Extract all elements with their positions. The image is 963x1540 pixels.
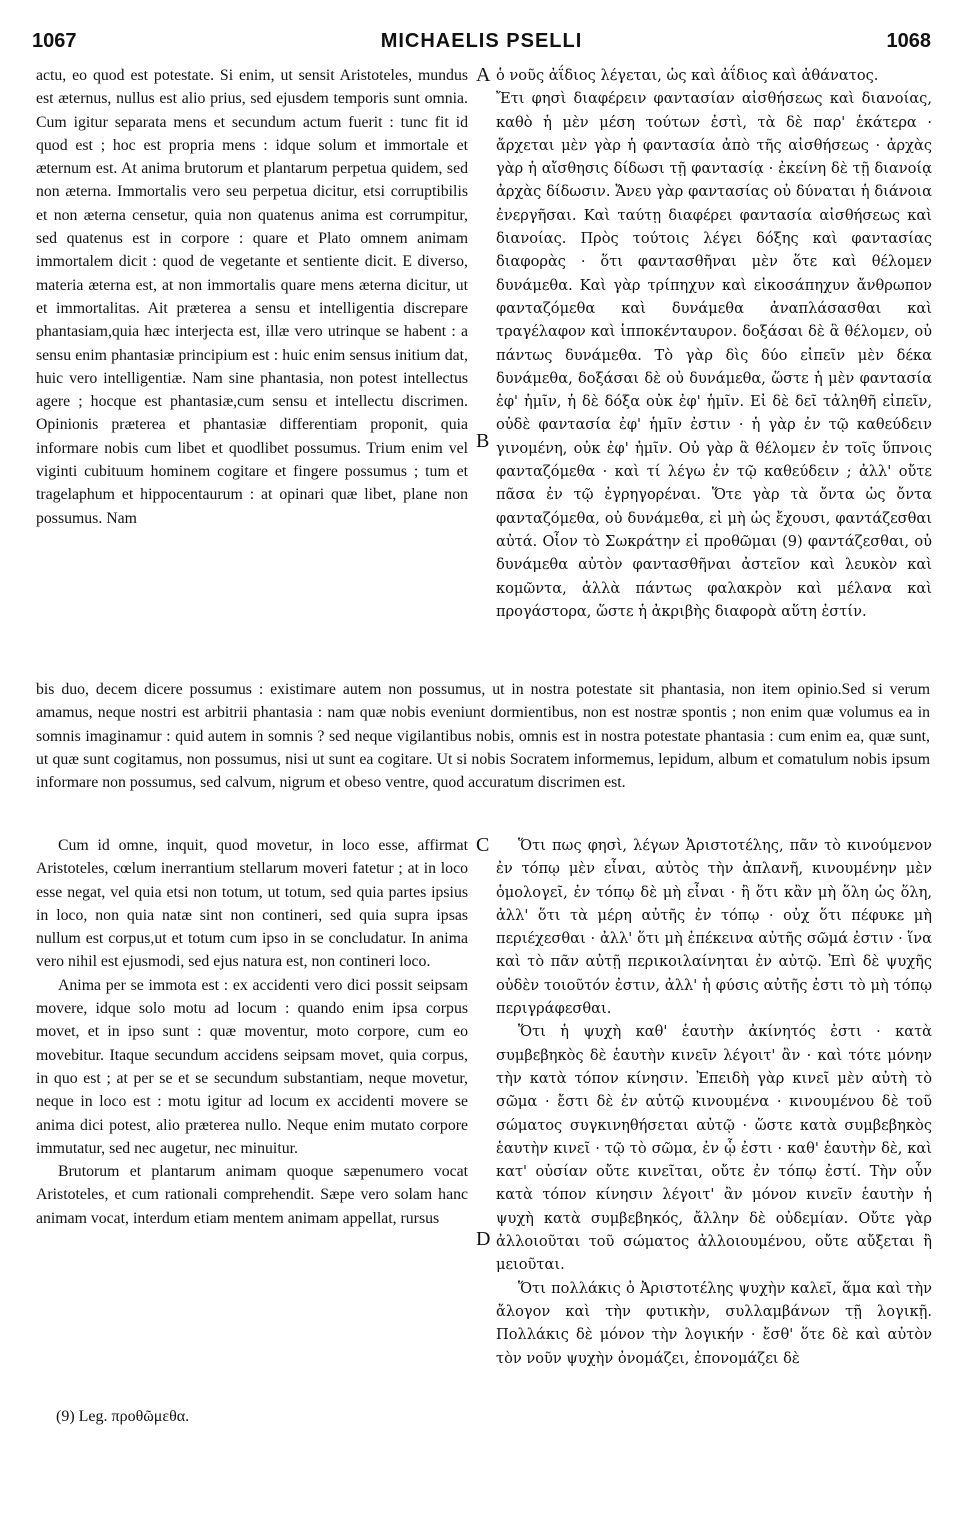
greek-column-top xyxy=(496,64,932,623)
footnote: (9) Leg. προθῶμεθα. xyxy=(56,1408,190,1425)
greek-paragraph-5: Ὅτι πολλάκις ὁ Ἀριστοτέλης ψυχὴν καλεῖ, ἅμα καὶ τὴν ἄλογον καὶ τὴν φυτικὴν, συλλαμβάνων τῇ λογικῇ. Πολλάκις δὲ μόνον τὴν λογικήν · ἔσθ' ὅτε δὲ καὶ αὐτὸν τὸν νοῦν ψυχὴν ὀνομάζει, ἐπονομάζει δὲ xyxy=(496,1279,932,1367)
greek-column-bottom xyxy=(496,834,932,1370)
latin-column-bottom xyxy=(36,834,468,1230)
page-number-left: 1067 xyxy=(32,30,77,52)
latin-paragraph-3: Anima per se immota est : ex accidenti vero dici possit seipsam movere, idque solo motu ad locum : quando enim ipsa corpus movet, et in ipso sunt : quæ moventur, moto corpore, cum eo movebitur. Itaque secundum accidens seipsam movet, quia corpus, in quo est ; at per se et se secundum substantiam, neque movetur, neque in loco est : motu igitur ad locum ex accidenti movere se anima dici potest, alio præterea nullo. Neque enim mutato corpore immutatur, sed nec augetur, nec minuitur. xyxy=(36,976,468,1157)
latin-paragraph-4: Brutorum et plantarum animam quoque sæpenumero vocat Aristoteles, et cum rationali comprehendit. Sæpe vero solam hanc animam vocat, interdum etiam mentem animam appellat, rursus xyxy=(36,1163,468,1227)
latin-column-top xyxy=(36,64,468,530)
greek-paragraph-2: Ἔτι φησὶ διαφέρειν φαντασίαν αἰσθήσεως καὶ διανοίας, καθὸ ἡ μὲν μέση τούτων ἐστὶ, τὰ δὲ παρ' ἑκάτερα · ἄρχεται μὲν γὰρ ἡ φαντασία ἀπὸ τῆς αἰσθήσεως · ἀρχὰς γὰρ ἡ αἴσθησις δίδωσι τῇ φαντασίᾳ · ἐκείνη δὲ τῇ διανοίᾳ ἀρχὰς δίδωσιν. Ἄνευ γὰρ φαντασίας οὐ δύναται ἡ διάνοια ἐνεργῆσαι. Καὶ ταύτῃ διαφέρει φαντασία αἰσθήσεως καὶ διανοίας. Πρὸς τούτοις λέγει δόξης καὶ φαντασίας διαφορὰς · ὅτι φαντασθῆναι μὲν ὅτε καὶ θέλομεν δυνάμεθα. Καὶ γὰρ τρίπηχυν καὶ εἰκοσάπηχυν ἄνθρωπον φανταζόμεθα καὶ δυνάμεθα ἀναπλάσασθαι καὶ τραγέλαφον καὶ ἱπποκένταυρον. δοξάσαι δὲ ἃ θέλομεν, οὐ πάντως δυνάμεθα. Τὸ γὰρ δὶς δύο εἰπεῖν μὲν δέκα δυνάμεθα, δοξάσαι δὲ οὐ δυνάμεθα, ὥστε ἡ μὲν φαντασία ἐφ' ἡμῖν, ἡ δὲ δόξα οὐκ ἐφ' ἡμῖν. Εἰ δὲ δεῖ τἀληθῆ εἰπεῖν, οὐδὲ φαντασία ἐφ' ἡμῖν ἐστιν · ἡ γὰρ ἐν τῷ καθεύδειν γινομένη, οὐκ ἐφ' ἡμῖν. Οὐ γὰρ ἃ θέλομεν ἐν τοῖς ὕπνοις φανταζόμεθα · καὶ τί λέγω ἐν τῷ καθεύδειν ; ἀλλ' οὔτε πᾶσα ἐν τῷ ἐγρηγορέναι. Ὅτε γὰρ τὰ ὄντα ὡς ὄντα φανταζόμεθα, οὐ δυνάμεθα, εἰ μὴ ὡς ἔχουσι, φαντάζεσθαι αὐτά. Οἷον τὸ Σωκράτην εἰ προθῶμαι (9) φαντάζεσθαι, οὐ δυνάμεθα αὐτὸν φαντασθῆναι ἀστεῖον καὶ λευκὸν καὶ κομῶντα, ἀλλὰ πάντως φαλακρὸν καὶ μέλανα καὶ προγάστορα, ὥστε ἡ ἀκριβὴς διαφορὰ αὕτη ἐστίν. xyxy=(496,90,932,620)
page-header xyxy=(32,30,931,60)
section-marker-b: B xyxy=(476,430,490,452)
section-marker-c: C xyxy=(476,834,490,856)
greek-paragraph-1: ὁ νοῦς ἀΐδιος λέγεται, ὡς καὶ ἀΐδιος καὶ ἀθάνατος. xyxy=(496,67,879,84)
greek-paragraph-4: Ὅτι ἡ ψυχὴ καθ' ἑαυτὴν ἀκίνητός ἐστι · κατὰ συμβεβηκὸς δὲ ἑαυτὴν κινεῖν λέγοιτ' ἂν · καὶ τότε μόνην τὴν κατὰ τόπον κίνησιν. Ἐπειδὴ γὰρ κινεῖ μὲν αὐτὴ τὸ σῶμα · ἔστι δὲ ἐν αὐτῷ κινουμένα · κινουμένου δὲ τοῦ σώματος συγκινηθήσεται αὐτῷ · ὥστε κατὰ συμβεβηκὸς ἑαυτὴν κινεῖ · τῷ τὸ σῶμα, ἐν ᾧ ἐστι · καθ' ἑαυτὴν δὲ, καὶ κατ' οὐσίαν οὔτε κινεῖται, οὔτε ἐν τόπῳ ἐστί. Τὴν οὖν κατὰ τόπον κίνησιν λέγοιτ' ἂν μόνον κινεῖν ἑαυτὴν ἡ ψυχὴ κατὰ συμβεβηκός, ἄλλην δὲ οὐδεμίαν. Οὔτε γὰρ ἀλλοιοῦται τοῦ σώματος ἀλλοιουμένου, οὔτε αὔξεται ἢ μειοῦται. xyxy=(496,1023,932,1274)
latin-paragraph-1: actu, eo quod est potestate. Si enim, ut sensit Aristoteles, mundus est æternus, nullus est alio prius, sed ejusdem temporis sunt omnia. Cum igitur separata mens et secundum actum fuerit : tunc fit id quod est ; hoc est propria mens : idque solum et immortale et æternum est. At anima brutorum et plantarum perpetua quidem, sed non æterna. Immortalis vero seu perpetua dicitur, etsi corruptibilis et non æterna censetur, quia non quatenus anima est corrumpitur, sed quatenus est in corpore : quare et Plato omnem animam immortalem dicit : quod de vegetante et sentiente dicit. E diverso, materia æterna est, at non immortalis quare mens æterna dicitur, ut et immortalitas. Ait præterea a sensu et intelligentia discrepare phantasiam,quia hæc interjecta est, illæ vero utrinque se habent : a sensu enim phantasiæ principium est : huic enim sensus initium dat, huic vero intelligentiæ. Nam sine phantasia, non potest intellectus agere ; hocque est phantasiæ,cum sensu et intellectu discrimen. Opinionis præterea et phantasiæ differentiam proponit, quia informare nobis cum libet et quodlibet possumus. Trium enim vel viginti cubituum hominem cogitare et fingere possumus ; tum et tragelaphum et hippocentaurum : at opinari quæ libet, plane non possumus. Nam xyxy=(36,67,468,527)
running-title: MICHAELIS PSELLI xyxy=(380,30,583,52)
greek-paragraph-3: Ὅτι πως φησὶ, λέγων Ἀριστοτέλης, πᾶν τὸ κινούμενον ἐν τόπῳ μὲν εἶναι, αὐτὸς τὴν ἀπλανῆ, κινουμένην μὲν ὁμολογεῖ, ἐν τόπῳ δὲ μὴ εἶναι · ἢ ὅτι κἂν μὴ ὅλη ὡς ὅλη, ἀλλ' ὅτι τὰ μέρη αὐτῆς ἐν τόπῳ · οὐχ ὅτι πέφυκε μὴ περιέχεσθαι · ἀλλ' ὅτι μὴ ἐπέκεινα αὐτῆς σῶμά ἐστιν · ἵνα καὶ τὸ πᾶν αὐτῇ περικοιλαίνηται ἐν αὐτῷ. Ἐπὶ δὲ ψυχῆς οὐδὲν τοιοῦτόν ἐστιν, ἀλλ' ἡ φύσις αὐτῆς ἐστι τὸ μὴ τόπῳ περιγράφεσθαι. xyxy=(496,837,932,1018)
page-number-right: 1068 xyxy=(886,30,931,52)
latin-paragraph-1-continued: bis duo, decem dicere possumus : existimare autem non possumus, ut in nostra potestate sit phantasia, non item opinio.Sed si verum amamus, neque nostri est arbitrii phantasia : nam quæ nobis eveniunt dormientibus, non est nostræ spontis ; non enim quæ volumus ea in somnis imaginamur : quid autem in somnis ? sed neque vigilantibus nobis, omnis est in nostra potestate phantasia : cum enim ea, quæ sunt, ut quæ sunt cogitamus, non possumus, nisi ut sunt ea cogitare. Ut si nobis Socratem informemus, lepidum, album et comatulum nobis ipsum informare non possumus, sed calvum, nigrum et obeso ventre, quod accuratum discrimen est. xyxy=(36,681,930,792)
section-marker-d: D xyxy=(476,1228,491,1250)
section-marker-a: A xyxy=(476,64,491,86)
latin-paragraph-2: Cum id omne, inquit, quod movetur, in loco esse, affirmat Aristoteles, cœlum inerrantium stellarum moveri fatetur ; at in loco esse negat, vel quia etsi non totum, ut totum, sed quia partes ipsius in loco, non quia natæ sint non contineri, sed quia supra ipsas nullum est corpus,ut et totum cum ipso in se concludatur. In anima vero nihil est ejusmodi, sed ejus natura est, non contineri loco. xyxy=(36,837,468,971)
latin-full-width-block xyxy=(36,678,930,794)
